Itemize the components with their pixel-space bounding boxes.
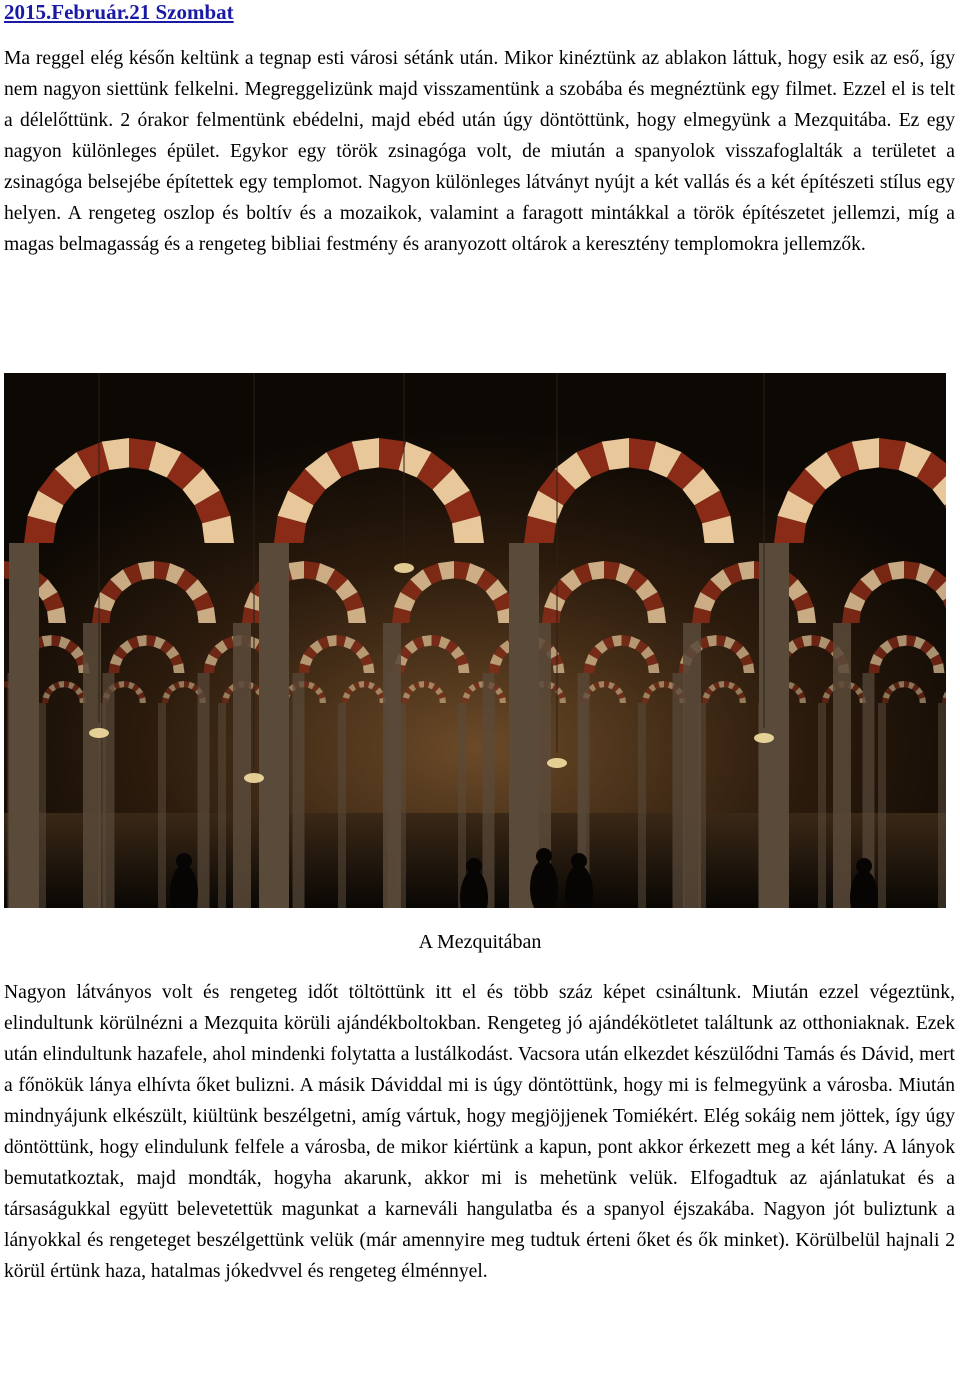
column [938, 703, 946, 908]
column [259, 543, 289, 908]
hanging-lamp [244, 773, 264, 783]
column [198, 673, 210, 908]
column [9, 543, 39, 908]
visitor-head [466, 858, 482, 874]
paragraph-2: Nagyon látványos volt és rengeteg időt töltöttünk itt el és több száz képet csináltunk. Miután ezzel végeztünk, elindultunk körülnézni a Mezquita körüli ajándékboltokban. Rengeteg jó ajándékötletet találtunk az otthoniaknak. Ezek után elindultunk hazafele, ahol mindenki folytatta a lustálkodást. Vacsora után elkezdet készülődni Tamás és Dávid, mert a főnökük lánya elhívta őket bulizni. A másik Dáviddal mi is úgy döntöttünk, hogy mi is felmegyünk a városba. Miután mindnyájunk elkészült, kiültünk beszélgetni, amíg vártuk, hogy megjöjjenek Tomiékért. Elég sokáig nem jöttek, így úgy döntöttünk, hogy elindulunk felfele a városba, de mikor kiértünk a kapun, pont akkor érkezett meg a két lány. A lányok bemutatkoztak, majd mondták, hogyha akarunk, akkor mi is mehetünk velük. Elfogadtuk az ajánlatukat és a társaságukkal együtt belevetettük magunkat a karneváli hangulatba és a spanyol éjszakába. Nagyon jót buliztunk a lányokkal és rengeteget beszélgettünk velük (már amennyire meg tudtuk érteni őket és ők minket). Körülbelül hajnali 2 körül értünk haza, hatalmas jókedvvel és rengeteg élménnyel. [4, 982, 955, 1282]
mezquita-photo-illustration [4, 373, 946, 908]
column [38, 703, 46, 908]
visitor-head [856, 858, 872, 874]
column [509, 543, 539, 908]
column [338, 703, 346, 908]
column [818, 703, 826, 908]
column [233, 623, 251, 908]
visitor-head [536, 848, 552, 864]
column [638, 703, 646, 908]
column [383, 623, 401, 908]
photo-caption: A Mezquitában [418, 931, 542, 953]
column [483, 673, 495, 908]
hanging-lamp [754, 733, 774, 743]
mezquita-photo [4, 373, 946, 908]
column [683, 623, 701, 908]
date-heading: 2015.Február.21 Szombat [4, 0, 234, 24]
visitor-head [571, 853, 587, 869]
document-page [4, 0, 955, 260]
hanging-lamp [89, 728, 109, 738]
hanging-lamp [547, 758, 567, 768]
column [833, 623, 851, 908]
hanging-lamp [394, 563, 414, 573]
column [293, 673, 305, 908]
paragraph-1: Ma reggel elég későn keltünk a tegnap esti városi sétánk után. Mikor kinéztünk az ablakon láttuk, hogy esik az eső, így nem nagyon siettünk felkelni. Megreggelizünk majd visszamentünk a szobába és megnéztünk egy filmet. Ezzel el is telt a délelőttünk. 2 órakor felmentünk ebédelni, majd ebéd után úgy döntöttünk, hogy elmegyünk a Mezquitába. Ez egy nagyon különleges épület. Egykor egy török zsinagóga volt, de miután a spanyolok visszafoglalták a területet a zsinagóga belsejébe építettek egy templomot. Nagyon különleges látványt nyújt a két vallás és a két építészeti stílus egy helyen. A rengeteg oszlop és boltív és a mozaikok, valamint a faragott mintákkal a török építészetet jellemzi, míg a magas belmagasság és a rengeteg bibliai festmény és aranyozott oltárok a keresztény templomokra jellemzők. [4, 48, 955, 255]
column [83, 623, 101, 908]
visitor-head [176, 853, 192, 869]
column [158, 703, 166, 908]
column [878, 703, 886, 908]
column [673, 673, 685, 908]
column [218, 703, 226, 908]
arch-voussoir [942, 697, 946, 703]
column [103, 673, 115, 908]
paragraph-2-container [4, 977, 955, 1287]
